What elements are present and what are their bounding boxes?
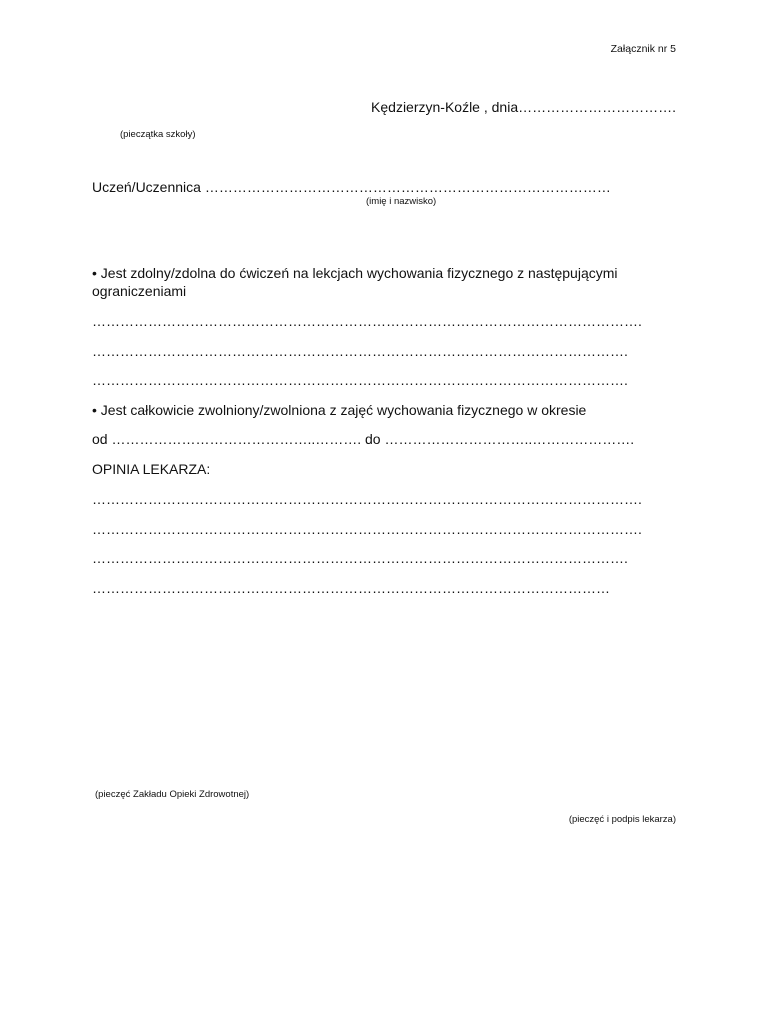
exemption-period-line: od ……………………………………..………. do …………………………..…………………. — [92, 431, 635, 447]
place-date-line: Kędzierzyn-Koźle , dnia……………………………. — [371, 99, 676, 115]
opinion-dotted-line: ………………………………………………………………………………………………… — [92, 580, 610, 596]
exemption-statement: • Jest całkowicie zwolniony/zwolniona z zajęć wychowania fizycznego w okresie — [92, 402, 587, 418]
doctor-opinion-title: OPINIA LEKARZA: — [92, 461, 211, 477]
attachment-label: Załącznik nr 5 — [610, 43, 676, 55]
student-name-caption: (imię i nazwisko) — [366, 196, 437, 207]
opinion-dotted-line: ……………………………………………………………………………………………………. — [92, 550, 628, 566]
restrictions-dotted-line: ………………………………………………………………………………………………………. — [92, 313, 642, 329]
restrictions-dotted-line: ……………………………………………………………………………………………………. — [92, 343, 628, 359]
restrictions-dotted-line: ……………………………………………………………………………………………………. — [92, 372, 628, 388]
clinic-stamp-caption: (pieczęć Zakładu Opieki Zdrowotnej) — [95, 789, 250, 800]
student-name-line: Uczeń/Uczennica …………………………………………………………………………… — [92, 179, 611, 195]
restrictions-statement-cont: ograniczeniami — [92, 283, 187, 299]
opinion-dotted-line: ………………………………………………………………………………………………………. — [92, 491, 642, 507]
opinion-dotted-line: ………………………………………………………………………………………………………. — [92, 521, 642, 537]
doctor-stamp-caption: (pieczęć i podpis lekarza) — [568, 814, 676, 825]
school-stamp-caption: (pieczątka szkoły) — [120, 129, 196, 140]
restrictions-statement: • Jest zdolny/zdolna do ćwiczeń na lekcjach wychowania fizycznego z następującymi — [92, 265, 618, 281]
